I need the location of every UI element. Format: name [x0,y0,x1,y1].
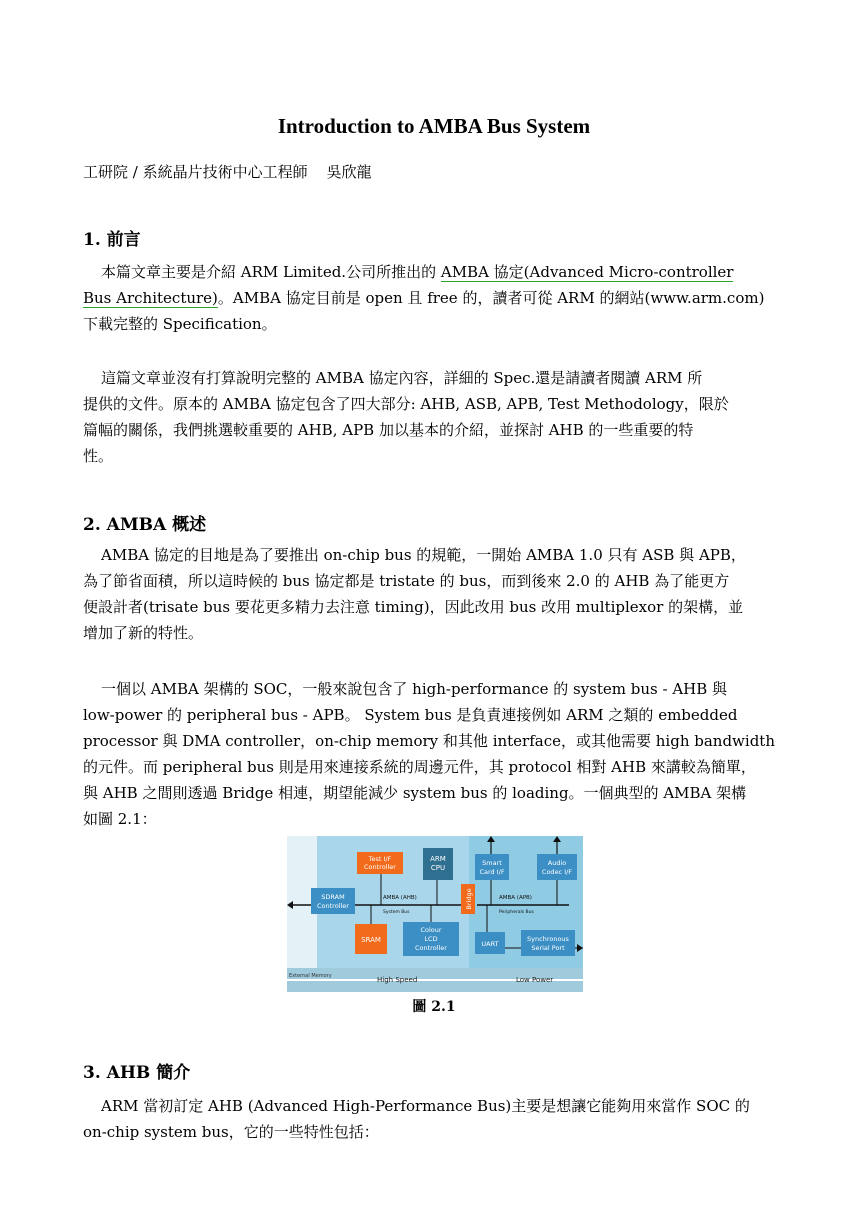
apb-bus-label: AMBA (APB) [499,895,532,901]
sdram-controller-block [311,888,355,914]
paragraph-line: 一個以 AMBA 架構的 SOC，一般來說包含了 high-performance 的 system bus - AHB 與 [101,680,728,698]
paragraph-line: on-chip system bus，它的一些特性包括： [83,1123,379,1141]
lcd-label-3: Controller [415,944,447,952]
amba-link-cont: Bus Architecture) [83,289,218,307]
paragraph-line: 篇幅的關係，我們挑選較重要的 AHB, APB 加以基本的介紹，並探討 AHB 的一些重要的特 [83,421,694,439]
uart-label: UART [481,940,499,948]
high-speed-label: High Speed [377,976,418,984]
paragraph-line: 與 AHB 之間則透過 Bridge 相連，期望能減少 system bus 的 loading。一個典型的 AMBA 架構 [83,784,747,802]
section-3-heading: 3. AHB 簡介 [83,1063,191,1083]
section-2-paragraph-1 [83,542,786,646]
sdram-label-2: Controller [317,902,349,910]
ssp-label-1: Synchronous [527,935,569,943]
paragraph-line: 提供的文件。原本的 AMBA 協定包含了四大部分: AHB, ASB, APB, Test Methodology，限於 [83,395,729,413]
page-title: Introduction to AMBA Bus System [277,114,591,138]
smart-card-label-1: Smart [482,859,502,867]
audio-codec-label-1: Audio [547,859,567,867]
external-memory-label: External Memory [289,973,332,979]
arm-cpu-label-1: ARM [430,855,446,863]
sram-label: SRAM [361,936,381,944]
amba-link: AMBA 協定(Advanced Micro-controller [440,263,734,281]
smart-card-block [475,854,509,880]
paragraph-line: 性。 [83,447,114,465]
apb-bus-sublabel: Peripherals Bus [499,910,534,915]
paragraph-line: ARM 當初訂定 AHB (Advanced High-Performance Bus)主要是想讓它能夠用來當作 SOC 的 [101,1097,750,1115]
arm-cpu-label-2: CPU [430,864,446,872]
paragraph-line: 增加了新的特性。 [83,624,204,642]
author-line: 工研院 / 系統晶片技術中心工程師 吳欣龍 [83,163,372,181]
section-2-heading: 2. AMBA 概述 [83,515,207,535]
amba-architecture-figure [287,836,583,992]
lcd-label-1: Colour [420,926,442,934]
paragraph-line: 這篇文章並沒有打算說明完整的 AMBA 協定內容，詳細的 Spec.還是請讀者閱讀 ARM 所 [101,369,703,387]
paragraph-line: 本篇文章主要是介紹 ARM Limited.公司所推出的 AMBA 協定(Advanced Micro-controller [101,263,734,281]
section-1-paragraph-1 [83,259,786,337]
paragraph-line: low-power 的 peripheral bus - APB。 System bus 是負責連接例如 ARM 之類的 embedded [83,706,738,724]
ahb-bus-sublabel: System Bus [383,910,410,915]
paragraph-line: processor 與 DMA controller，on-chip memory 和其他 interface，或其他需要 high bandwidth [83,732,775,750]
paragraph-line: 便設計者(trisate bus 要花更多精力去注意 timing)，因此改用 bus 改用 multiplexor 的架構，並 [83,598,744,616]
lcd-label-2: LCD [424,935,438,943]
smart-card-label-2: Card I/F [479,868,505,876]
paragraph-line: 為了節省面積，所以這時候的 bus 協定都是 tristate 的 bus，而到後來 2.0 的 AHB 為了能更方 [83,572,730,590]
audio-codec-block [537,854,577,880]
test-if-label-1: Test I/F [368,855,392,863]
bridge-label: Bridge [465,888,473,910]
ahb-bus-label: AMBA (AHB) [383,895,417,901]
section-3-paragraph-1 [83,1093,786,1145]
paragraph-line: 下載完整的 Specification。 [83,315,277,333]
figure-caption: 圖 2.1 [412,999,456,1015]
ssp-block [521,930,575,956]
section-1-heading: 1. 前言 [83,230,141,250]
sdram-label-1: SDRAM [321,893,345,901]
amba-diagram [287,836,583,992]
paragraph-line: AMBA 協定的目地是為了要推出 on-chip bus 的規範，一開始 AMBA 1.0 只有 ASB 與 APB， [101,546,746,564]
section-1-paragraph-2 [83,365,786,469]
ssp-label-2: Serial Port [531,944,565,952]
paragraph-line: 如圖 2.1： [83,810,157,828]
test-if-label-2: Controller [364,863,396,871]
paragraph-line: Bus Architecture)。AMBA 協定目前是 open 且 free 的，讀者可從 ARM 的網站(www.arm.com) [83,289,765,307]
paragraph-line: 的元件。而 peripheral bus 則是用來連接系統的周邊元件，其 protocol 相對 AHB 來講較為簡單， [83,758,756,776]
section-2-paragraph-2 [83,676,786,832]
low-power-label: Low Power [516,976,554,984]
audio-codec-label-2: Codec I/F [541,868,573,876]
